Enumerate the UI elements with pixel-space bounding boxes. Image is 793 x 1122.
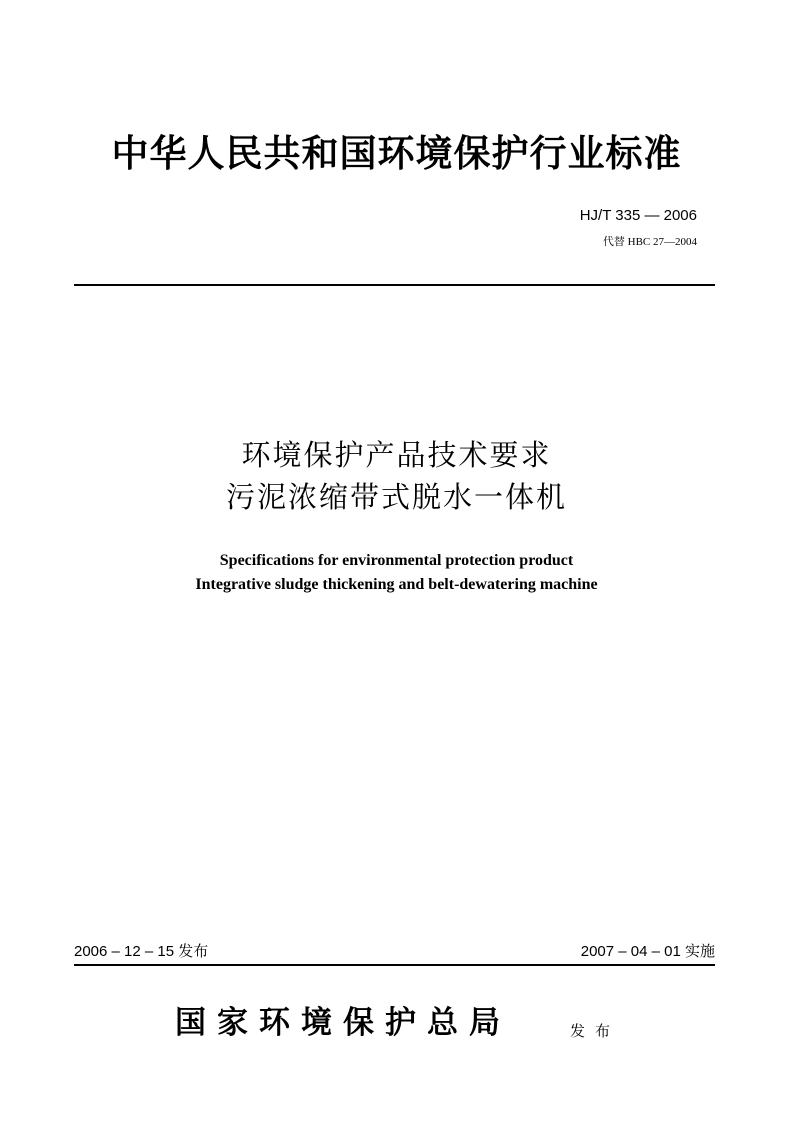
english-title-line-1: Specifications for environmental protection product bbox=[219, 552, 574, 569]
standard-category-title: 中华人民共和国环境保护行业标准 bbox=[111, 131, 682, 175]
issue-date: 2006 – 12 – 15 发布 bbox=[74, 943, 209, 960]
chinese-title-line-2: 污泥浓缩带式脱水一体机 bbox=[225, 480, 567, 514]
replaces-standard: 代替 HBC 27—2004 bbox=[602, 236, 697, 248]
issue-label: 发布 bbox=[570, 1022, 621, 1040]
bottom-divider bbox=[74, 964, 715, 966]
chinese-title-line-1: 环境保护产品技术要求 bbox=[241, 438, 552, 472]
issuing-authority: 国家环境保护总局 bbox=[175, 1005, 511, 1041]
top-divider bbox=[74, 284, 715, 286]
implementation-date: 2007 – 04 – 01 实施 bbox=[580, 943, 715, 960]
standard-number: HJ/T 335 — 2006 bbox=[579, 207, 697, 224]
english-title-line-2: Integrative sludge thickening and belt-dewatering machine bbox=[195, 576, 598, 593]
